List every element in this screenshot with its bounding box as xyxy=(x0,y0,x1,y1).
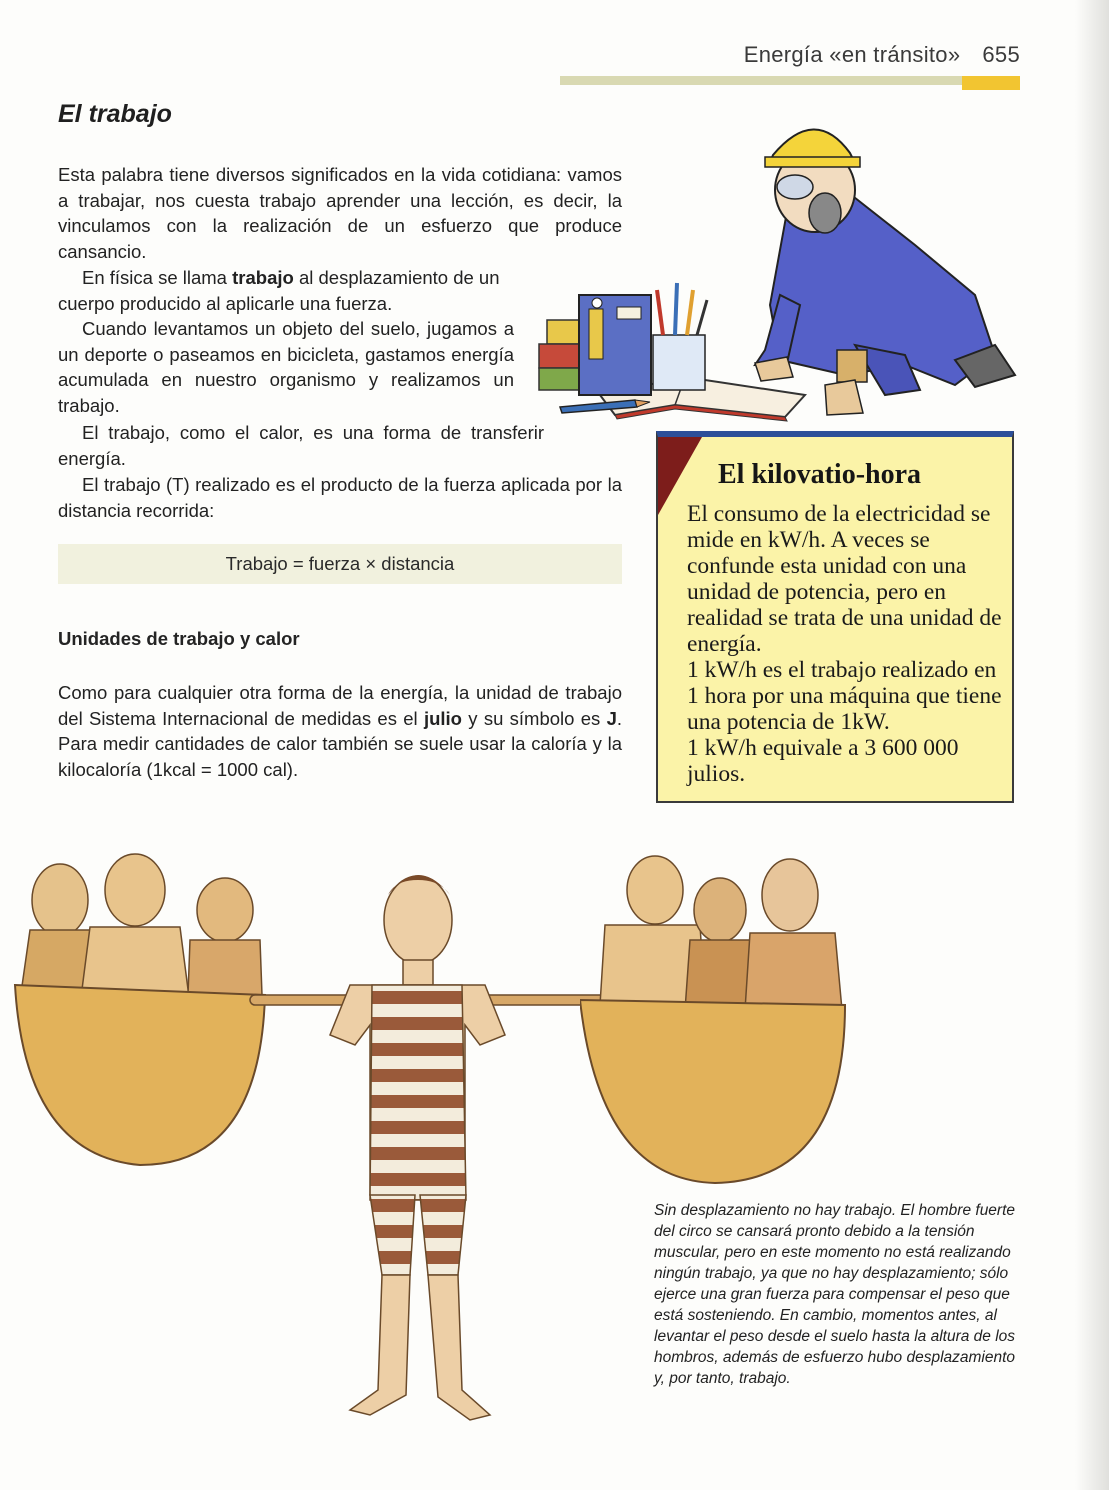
kwh-info-box xyxy=(656,431,1014,803)
kwh-box-text-2: 1 kW/h es el trabajo realizado en 1 hora por una máquina que tiene una potencia de 1kW. xyxy=(687,657,1002,735)
formula-band: Trabajo = fuerza × distancia xyxy=(58,544,622,584)
units-text-2: y su símbolo es xyxy=(461,707,607,729)
header-rule-accent xyxy=(962,76,1020,90)
paragraph-4: El trabajo, como el calor, es una forma de transferir energía. xyxy=(58,422,544,469)
running-title: Energía «en tránsito» xyxy=(743,42,961,67)
pencil-cup-icon xyxy=(653,283,707,390)
page-number: 655 xyxy=(982,42,1020,67)
kwh-box-text-1: El consumo de la electricidad se mide en kW/h. A veces se confunde esta unidad con una unidad de potencia, pero en realidad se trata de una unidad de energía. xyxy=(687,501,1002,657)
units-paragraph xyxy=(58,680,622,782)
kwh-box-text xyxy=(687,501,1007,787)
books-stack-icon xyxy=(539,320,579,390)
units-text-3: . Para medir cantidades de calor también se suele usar la caloría y la kilocaloría (1kcal = 1000 cal). xyxy=(58,707,622,780)
paragraph-2-post: al desplazamiento de un cuerpo producido al aplicarle una fuerza. xyxy=(58,267,500,314)
term-trabajo: trabajo xyxy=(232,267,294,288)
running-header xyxy=(600,42,1020,68)
term-julio: julio xyxy=(423,707,462,729)
right-basket-people xyxy=(600,856,842,1010)
kwh-box-title: El kilovatio-hora xyxy=(718,459,922,490)
term-j: J xyxy=(606,707,617,729)
paragraph-2 xyxy=(58,265,544,316)
strongman-illustration xyxy=(10,835,650,1435)
strongman-figure xyxy=(330,875,505,1420)
kwh-box-text-3: 1 kW/h equivale a 3 600 000 julios. xyxy=(687,735,959,787)
paragraph-3: Cuando levantamos un objeto del suelo, jugamos a un deporte o paseamos en bicicleta, gastamos energía acumulada en nuestro organismo y realizamos un trabajo. xyxy=(58,318,514,416)
units-subtitle: Unidades de trabajo y calor xyxy=(58,628,300,649)
page-edge-shadow xyxy=(1075,0,1109,1490)
paragraph-2-pre: En física se llama xyxy=(82,267,233,288)
paragraph-5: El trabajo (T) realizado es el producto de la fuerza aplicada por la distancia recorrida: xyxy=(58,474,622,521)
worker-head xyxy=(765,129,860,233)
header-rule xyxy=(560,76,1020,85)
left-basket-people xyxy=(20,854,262,1005)
paragraph-1: Esta palabra tiene diversos significados en la vida cotidiana: vamos a trabajar, nos cuesta trabajo aprender una lección, es decir, la vinculamos con la realización de un esfuerzo que produce cansancio. xyxy=(58,164,622,262)
units-text-1: Como para cualquier otra forma de la energía, la unidad de trabajo del Sistema Internacional de medidas es el xyxy=(58,682,622,729)
figure-caption: Sin desplazamiento no hay trabajo. El hombre fuerte del circo se cansará pronto debido a la tensión muscular, pero en este momento no está realizando ningún trabajo, ya que no hay desplazamiento; sólo ejerce una gran fuerza para compensar el peso que está sosteniendo. En cambio, momentos antes, al levantar el peso desde el suelo hasta la altura de los hombros, además de esfuerzo hubo desplazamiento y, por tanto, trabajo. xyxy=(654,1202,1016,1387)
right-basket xyxy=(580,1000,845,1183)
worker-illustration xyxy=(525,95,1025,425)
left-basket xyxy=(15,985,265,1165)
right-basket-illustration xyxy=(580,845,860,1190)
binder-icon xyxy=(579,295,651,395)
section-title: El trabajo xyxy=(58,100,172,128)
